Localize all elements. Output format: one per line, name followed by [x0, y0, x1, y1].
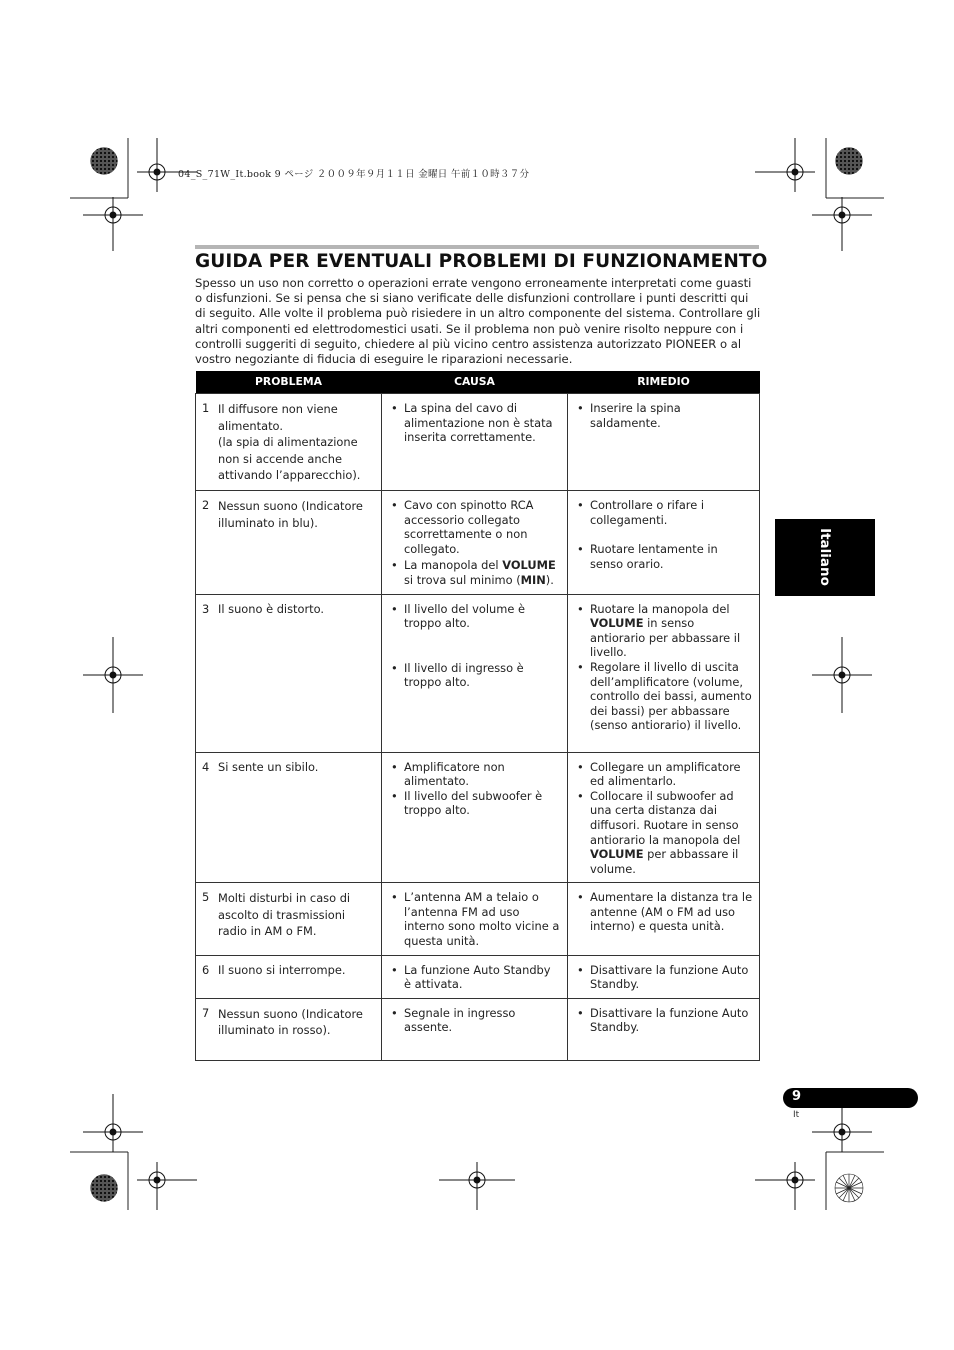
volume-keyword: VOLUME	[590, 616, 644, 631]
cause-item: • Amplificatore non alimentato.	[388, 760, 561, 789]
language-tab-label: Italiano	[817, 528, 833, 586]
remedy-item: • Regolare il livello di uscita dell’amplificatore (volume, controllo dei bassi, aumento dei bassi) per abbassare (senso antiorario) il livello.	[574, 660, 753, 733]
cause-item: • La funzione Auto Standby è attivata.	[388, 963, 561, 992]
table-row	[196, 394, 760, 491]
remedy-text: in senso antiorario per abbassare il livello.	[590, 616, 741, 660]
table-header-row	[196, 371, 760, 394]
table-row	[196, 594, 760, 752]
header-causa: CAUSA	[382, 371, 568, 394]
remedy-text: Collocare il subwoofer ad una certa distanza dai diffusori. Ruotare in senso antiorario la manopola del	[590, 788, 741, 847]
remedy-cell	[568, 883, 760, 955]
table-row	[196, 998, 760, 1060]
remedy-item: • Controllare o rifare i collegamenti.	[574, 498, 753, 527]
row-number: 4	[202, 759, 210, 774]
problem-text: Nessun suono (Indicatore illuminato in blu).	[218, 498, 363, 530]
remedy-item: • Disattivare la funzione Auto Standby.	[574, 1006, 753, 1035]
problem-text: Si sente un sibilo.	[218, 759, 319, 774]
intro-paragraph: Spesso un uso non corretto o operazioni errate vengono erroneamente interpretati come guasti o disfunzioni. Se si pensa che si siano verificate delle disfunzioni controllare i punti descritti qui di seguito. Alle volte il problema può risiedere in un altro componente del sistema. Controllare gli altri componenti ed elettrodomestici usati. Se il problema non può venire risolto neppure con i controlli suggeriti di seguito, chiedere al più vicino centro assistenza autorizzato PIONEER o al vostro negoziante di fiducia di eseguire le riparazioni necessarie.	[195, 276, 761, 367]
language-side-tab	[775, 519, 875, 596]
title-rule	[195, 245, 759, 249]
remedy-cell	[568, 955, 760, 998]
cause-cell	[382, 883, 568, 955]
remedy-cell	[568, 594, 760, 752]
remedy-cell	[568, 998, 760, 1060]
problem-cell	[196, 955, 382, 998]
row-number: 6	[202, 962, 210, 977]
table-row	[196, 883, 760, 955]
cause-item: • L’antenna AM a telaio o l’antenna FM ad uso interno sono molto vicine a questa unità.	[388, 890, 561, 948]
troubleshooting-table	[195, 371, 760, 1061]
remedy-cell	[568, 490, 760, 594]
cause-item	[388, 558, 561, 587]
page-number: 9	[792, 1089, 802, 1104]
table-row	[196, 752, 760, 883]
row-number: 2	[202, 497, 210, 512]
table-row	[196, 955, 760, 998]
row-number: 1	[202, 401, 210, 415]
cause-item: • La spina del cavo di alimentazione non è stata inserita correttamente.	[388, 401, 561, 445]
cause-cell	[382, 394, 568, 491]
remedy-cell	[568, 752, 760, 883]
cause-item: • Il livello del volume è troppo alto.	[388, 602, 561, 631]
problem-cell	[196, 883, 382, 955]
problem-cell	[196, 594, 382, 752]
row-number: 5	[202, 890, 210, 905]
remedy-item	[574, 602, 753, 660]
problem-text: Molti disturbi in caso di ascolto di trasmissioni radio in AM o FM.	[218, 891, 351, 939]
min-keyword: MIN	[520, 572, 546, 587]
problem-text: Il suono è distorto.	[218, 601, 325, 616]
remedy-item: • Inserire la spina saldamente.	[574, 401, 753, 430]
cause-item: • Il livello di ingresso è troppo alto.	[388, 661, 561, 690]
remedy-text: per abbassare il volume.	[590, 847, 739, 876]
problem-text: Nessun suono (Indicatore illuminato in rosso).	[218, 1006, 363, 1038]
row-number: 7	[202, 1005, 210, 1020]
cause-cell	[382, 998, 568, 1060]
cause-item: • Cavo con spinotto RCA accessorio collegato scorrettamente o non collegato.	[388, 498, 561, 556]
cause-cell	[382, 752, 568, 883]
row-number: 3	[202, 601, 210, 616]
problem-cell	[196, 394, 382, 491]
remedy-item	[574, 789, 753, 877]
cause-cell	[382, 490, 568, 594]
volume-keyword: VOLUME	[502, 558, 556, 573]
table-row	[196, 490, 760, 594]
remedy-item: • Disattivare la funzione Auto Standby.	[574, 963, 753, 992]
remedy-text: Ruotare la manopola del	[590, 601, 730, 616]
problem-cell	[196, 490, 382, 594]
cause-text: si trova sul minimo (	[404, 572, 521, 587]
remedy-cell	[568, 394, 760, 491]
page-title: GUIDA PER EVENTUALI PROBLEMI DI FUNZIONAMENTO	[195, 251, 768, 272]
problem-cell	[196, 752, 382, 883]
cause-text: La manopola del	[404, 558, 503, 573]
cause-item: • Segnale in ingresso assente.	[388, 1006, 561, 1035]
remedy-item: • Ruotare lentamente in senso orario.	[574, 542, 753, 571]
cause-cell	[382, 594, 568, 752]
remedy-item: • Aumentare la distanza tra le antenne (AM o FM ad uso interno) e questa unità.	[574, 890, 753, 934]
cause-item: • Il livello del subwoofer è troppo alto.	[388, 789, 561, 818]
page-number-badge	[783, 1088, 918, 1108]
remedy-item: • Collegare un amplificatore ed alimentarlo.	[574, 760, 753, 789]
cause-text: ).	[545, 572, 554, 587]
problem-text: Il suono si interrompe.	[218, 962, 346, 977]
cause-cell	[382, 955, 568, 998]
header-rimedio: RIMEDIO	[568, 371, 760, 394]
problem-text: Il diffusore non viene alimentato. (la spia di alimentazione non si accende anche attivando l’apparecchio).	[218, 402, 361, 483]
volume-keyword: VOLUME	[590, 847, 644, 862]
print-file-header: 04_S_71W_It.book 9 ページ ２００９年９月１１日 金曜日 午前１０時３７分	[178, 169, 530, 180]
header-problema: PROBLEMA	[196, 371, 382, 394]
problem-cell	[196, 998, 382, 1060]
language-code: It	[793, 1110, 800, 1120]
